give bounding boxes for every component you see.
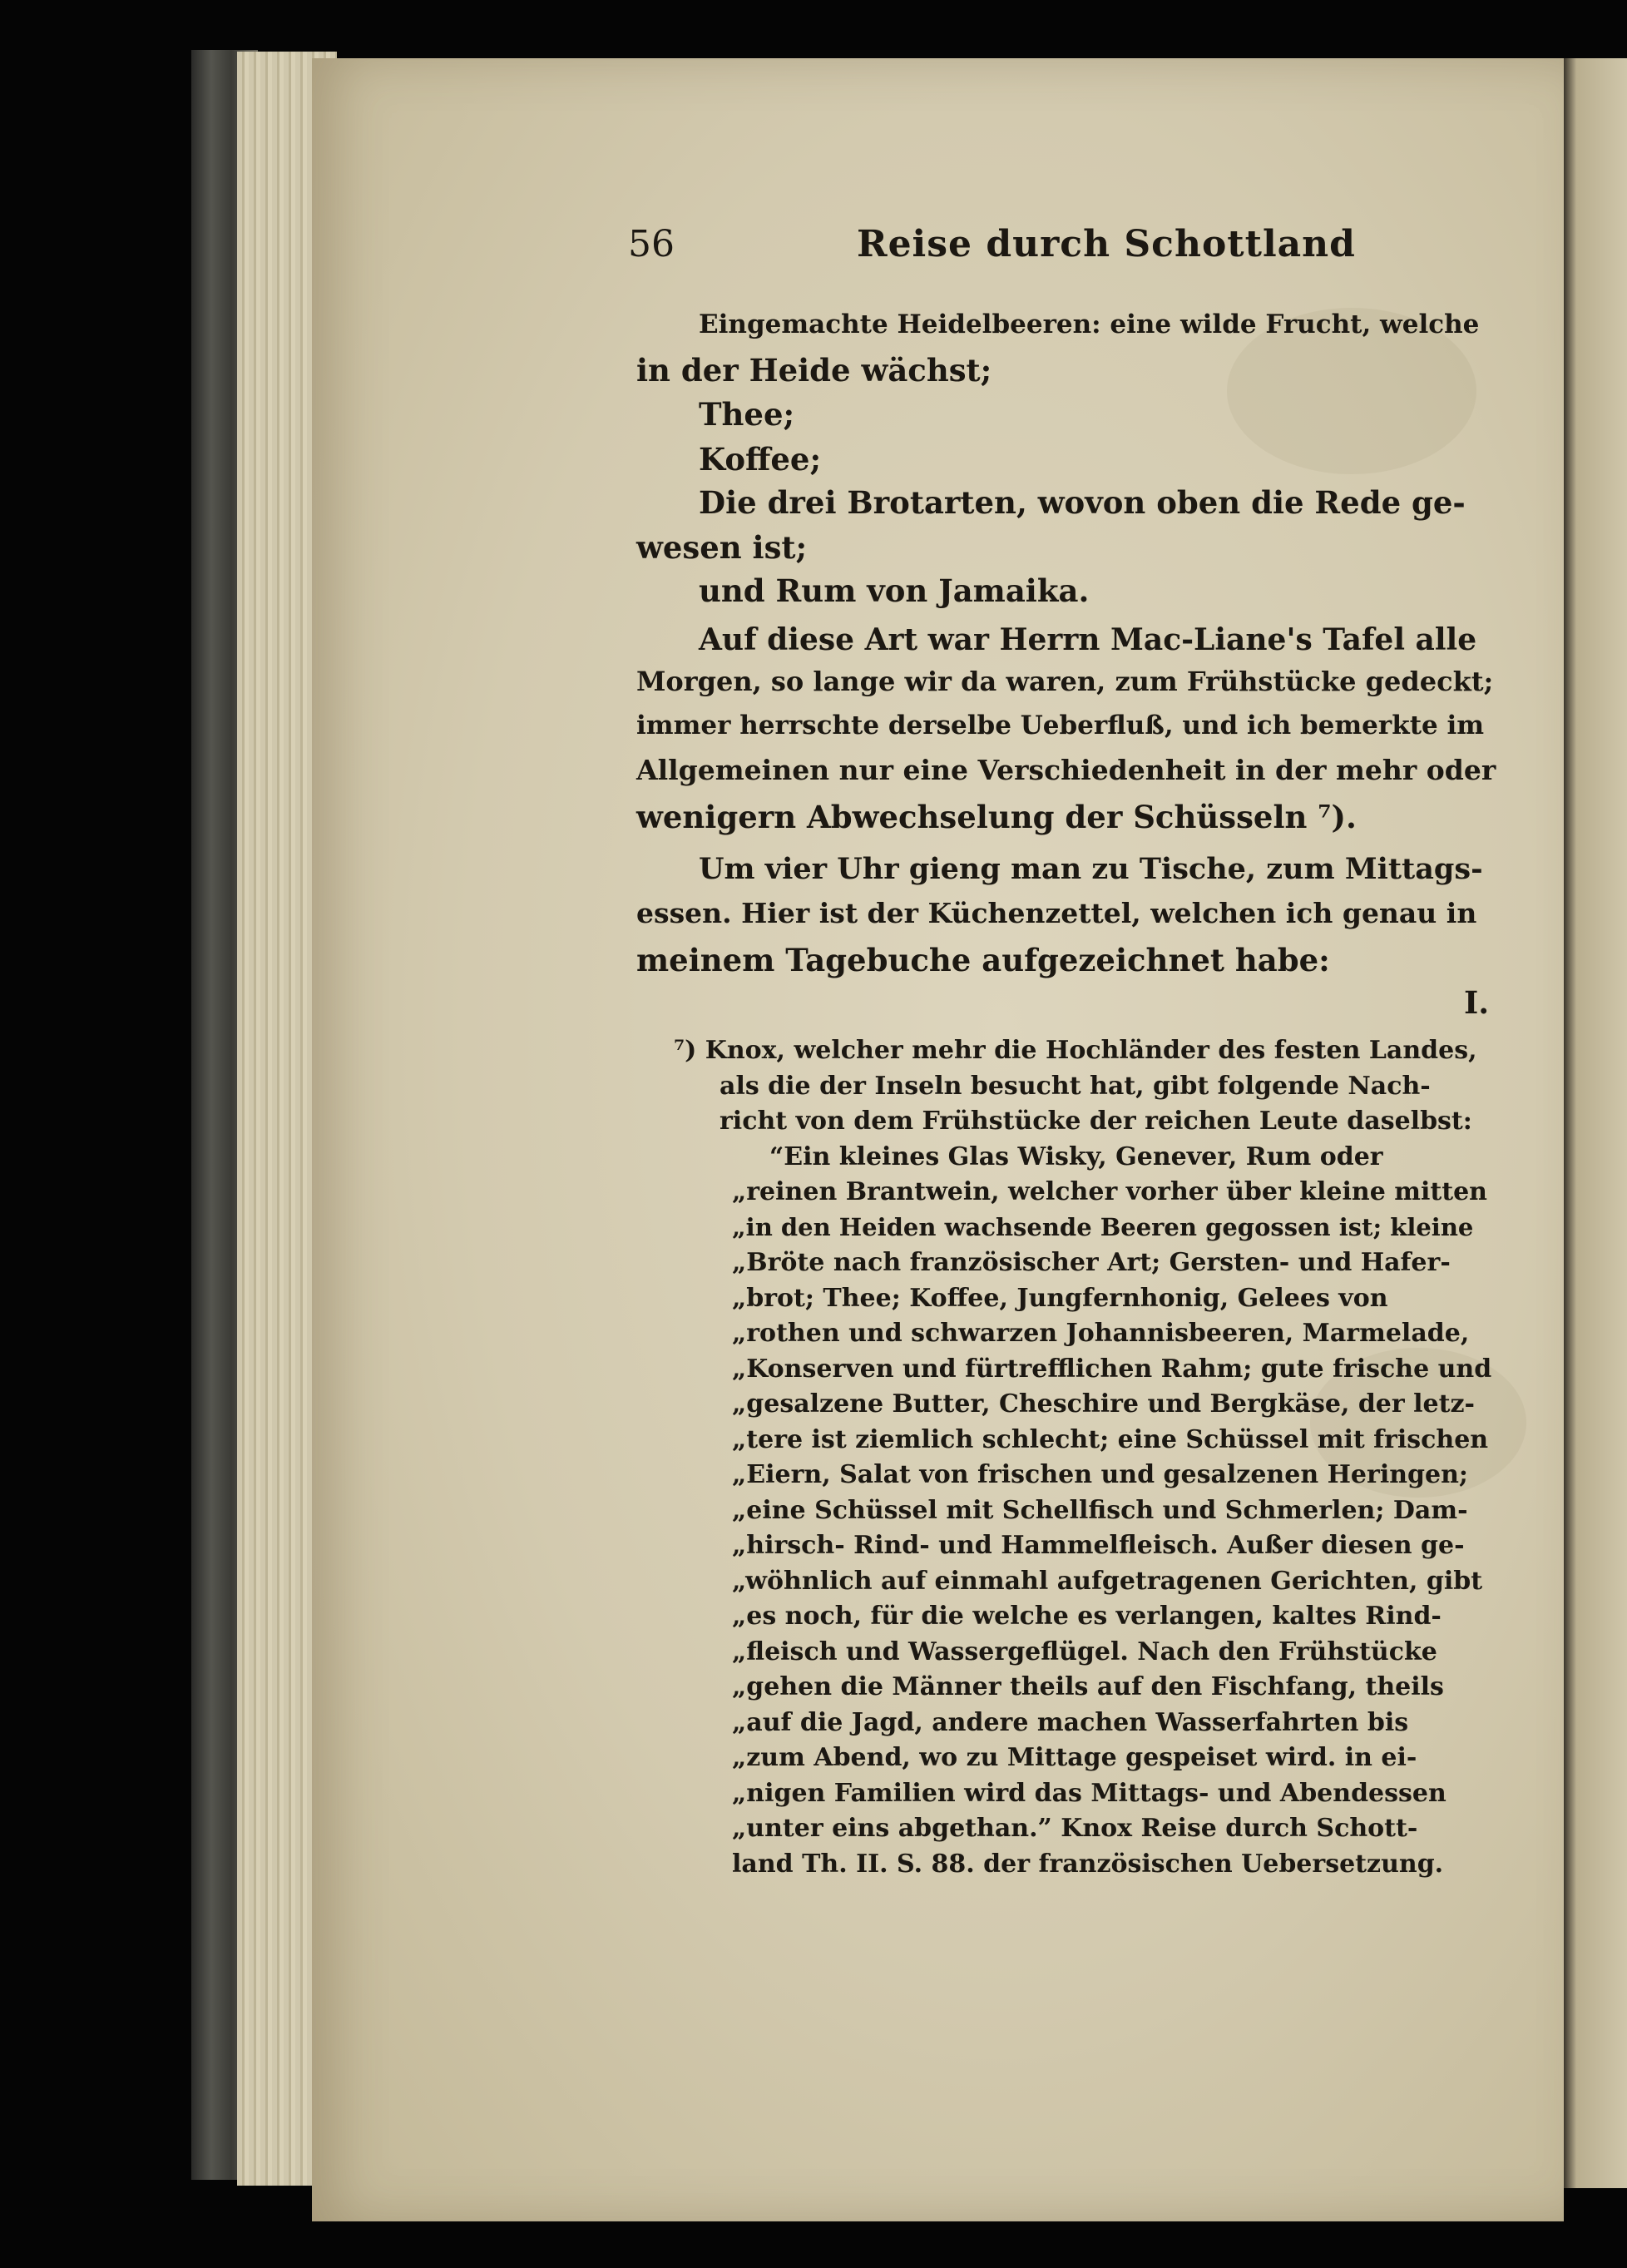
page-number: 56 [628,223,675,265]
footnote-line: „Konserven und fürtrefflichen Rahm; gute frische und [732,1354,1492,1384]
facing-page-edge [1564,58,1627,2188]
footnote-line: „rothen und schwarzen Johannisbeeren, Marmelade, [732,1319,1470,1348]
body-line: Um vier Uhr gieng man zu Tische, zum Mittags- [699,852,1483,886]
body-line: Eingemachte Heidelbeeren: eine wilde Frucht, welche [699,309,1480,339]
footnote-line: ⁷) Knox, welcher mehr die Hochländer des festen Landes, [674,1036,1477,1065]
footnote-line: „gesalzene Butter, Cheschire und Bergkäse, der letz- [732,1389,1475,1419]
body-line: Die drei Brotarten, wovon oben die Rede ge- [699,484,1466,521]
footnote-line: „wöhnlich auf einmahl aufgetragenen Gerichten, gibt [732,1567,1483,1596]
footnote-line: „tere ist ziemlich schlecht; eine Schüssel mit frischen [732,1425,1489,1454]
body-line: Morgen, so lange wir da waren, zum Frühstücke gedeckt; [636,666,1494,697]
body-line: Koffee; [699,441,822,478]
body-line: Allgemeinen nur eine Verschiedenheit in der mehr oder [636,754,1496,786]
footnote-line: „brot; Thee; Koffee, Jungfernhonig, Gelees von [732,1284,1388,1313]
body-line: wenigern Abwechselung der Schüsseln ⁷). [636,799,1357,835]
footnote-line: „zum Abend, wo zu Mittage gespeiset wird. in ei- [732,1743,1417,1772]
footnote-line: „nigen Familien wird das Mittags- und Abendessen [732,1779,1446,1808]
body-line: essen. Hier ist der Küchenzettel, welchen ich genau in [636,897,1477,929]
footnote-line: „in den Heiden wachsende Beeren gegossen ist; kleine [732,1213,1474,1241]
catchword: I. [1464,984,1490,1021]
footnote-line: „hirsch- Rind- und Hammelfleisch. Außer diesen ge- [732,1531,1465,1560]
body-line: und Rum von Jamaika. [699,572,1090,609]
footnote-line: „auf die Jagd, andere machen Wasserfahrten bis [732,1708,1409,1737]
footnote-line: „eine Schüssel mit Schellfisch und Schmerlen; Dam- [732,1496,1468,1525]
footnote-line: „Eiern, Salat von frischen und gesalzenen Heringen; [732,1460,1468,1489]
body-line: Auf diese Art war Herrn Mac-Liane's Tafel alle [699,622,1477,657]
footnote-line: „unter eins abgethan.” Knox Reise durch Schott- [732,1814,1418,1843]
footnote-line: „Bröte nach französischer Art; Gersten- und Hafer- [732,1248,1451,1277]
body-line: wesen ist; [636,529,808,566]
body-line: meinem Tagebuche aufgezeichnet habe: [636,942,1330,978]
body-line: in der Heide wächst; [636,352,992,389]
footnote-line: „fleisch und Wassergeflügel. Nach den Frühstücke [732,1637,1437,1666]
footnote-line: „gehen die Männer theils auf den Fischfang, theils [732,1672,1444,1701]
footnote-line: als die der Inseln besucht hat, gibt folgende Nach- [720,1072,1431,1101]
footnote-line: richt von dem Frühstücke der reichen Leute daselbst: [720,1107,1472,1136]
body-line: Thee; [699,396,795,433]
footnote-line: „es noch, für die welche es verlangen, kaltes Rind- [732,1602,1442,1631]
footnote-line: “Ein kleines Glas Wisky, Genever, Rum oder [769,1142,1383,1171]
running-title: Reise durch Schottland [857,223,1356,265]
footnote-line: land Th. II. S. 88. der französischen Uebersetzung. [732,1850,1444,1879]
footnote-line: „reinen Brantwein, welcher vorher über kleine mitten [732,1177,1487,1206]
body-line: immer herrschte derselbe Ueberfluß, und ich bemerkte im [636,711,1485,740]
